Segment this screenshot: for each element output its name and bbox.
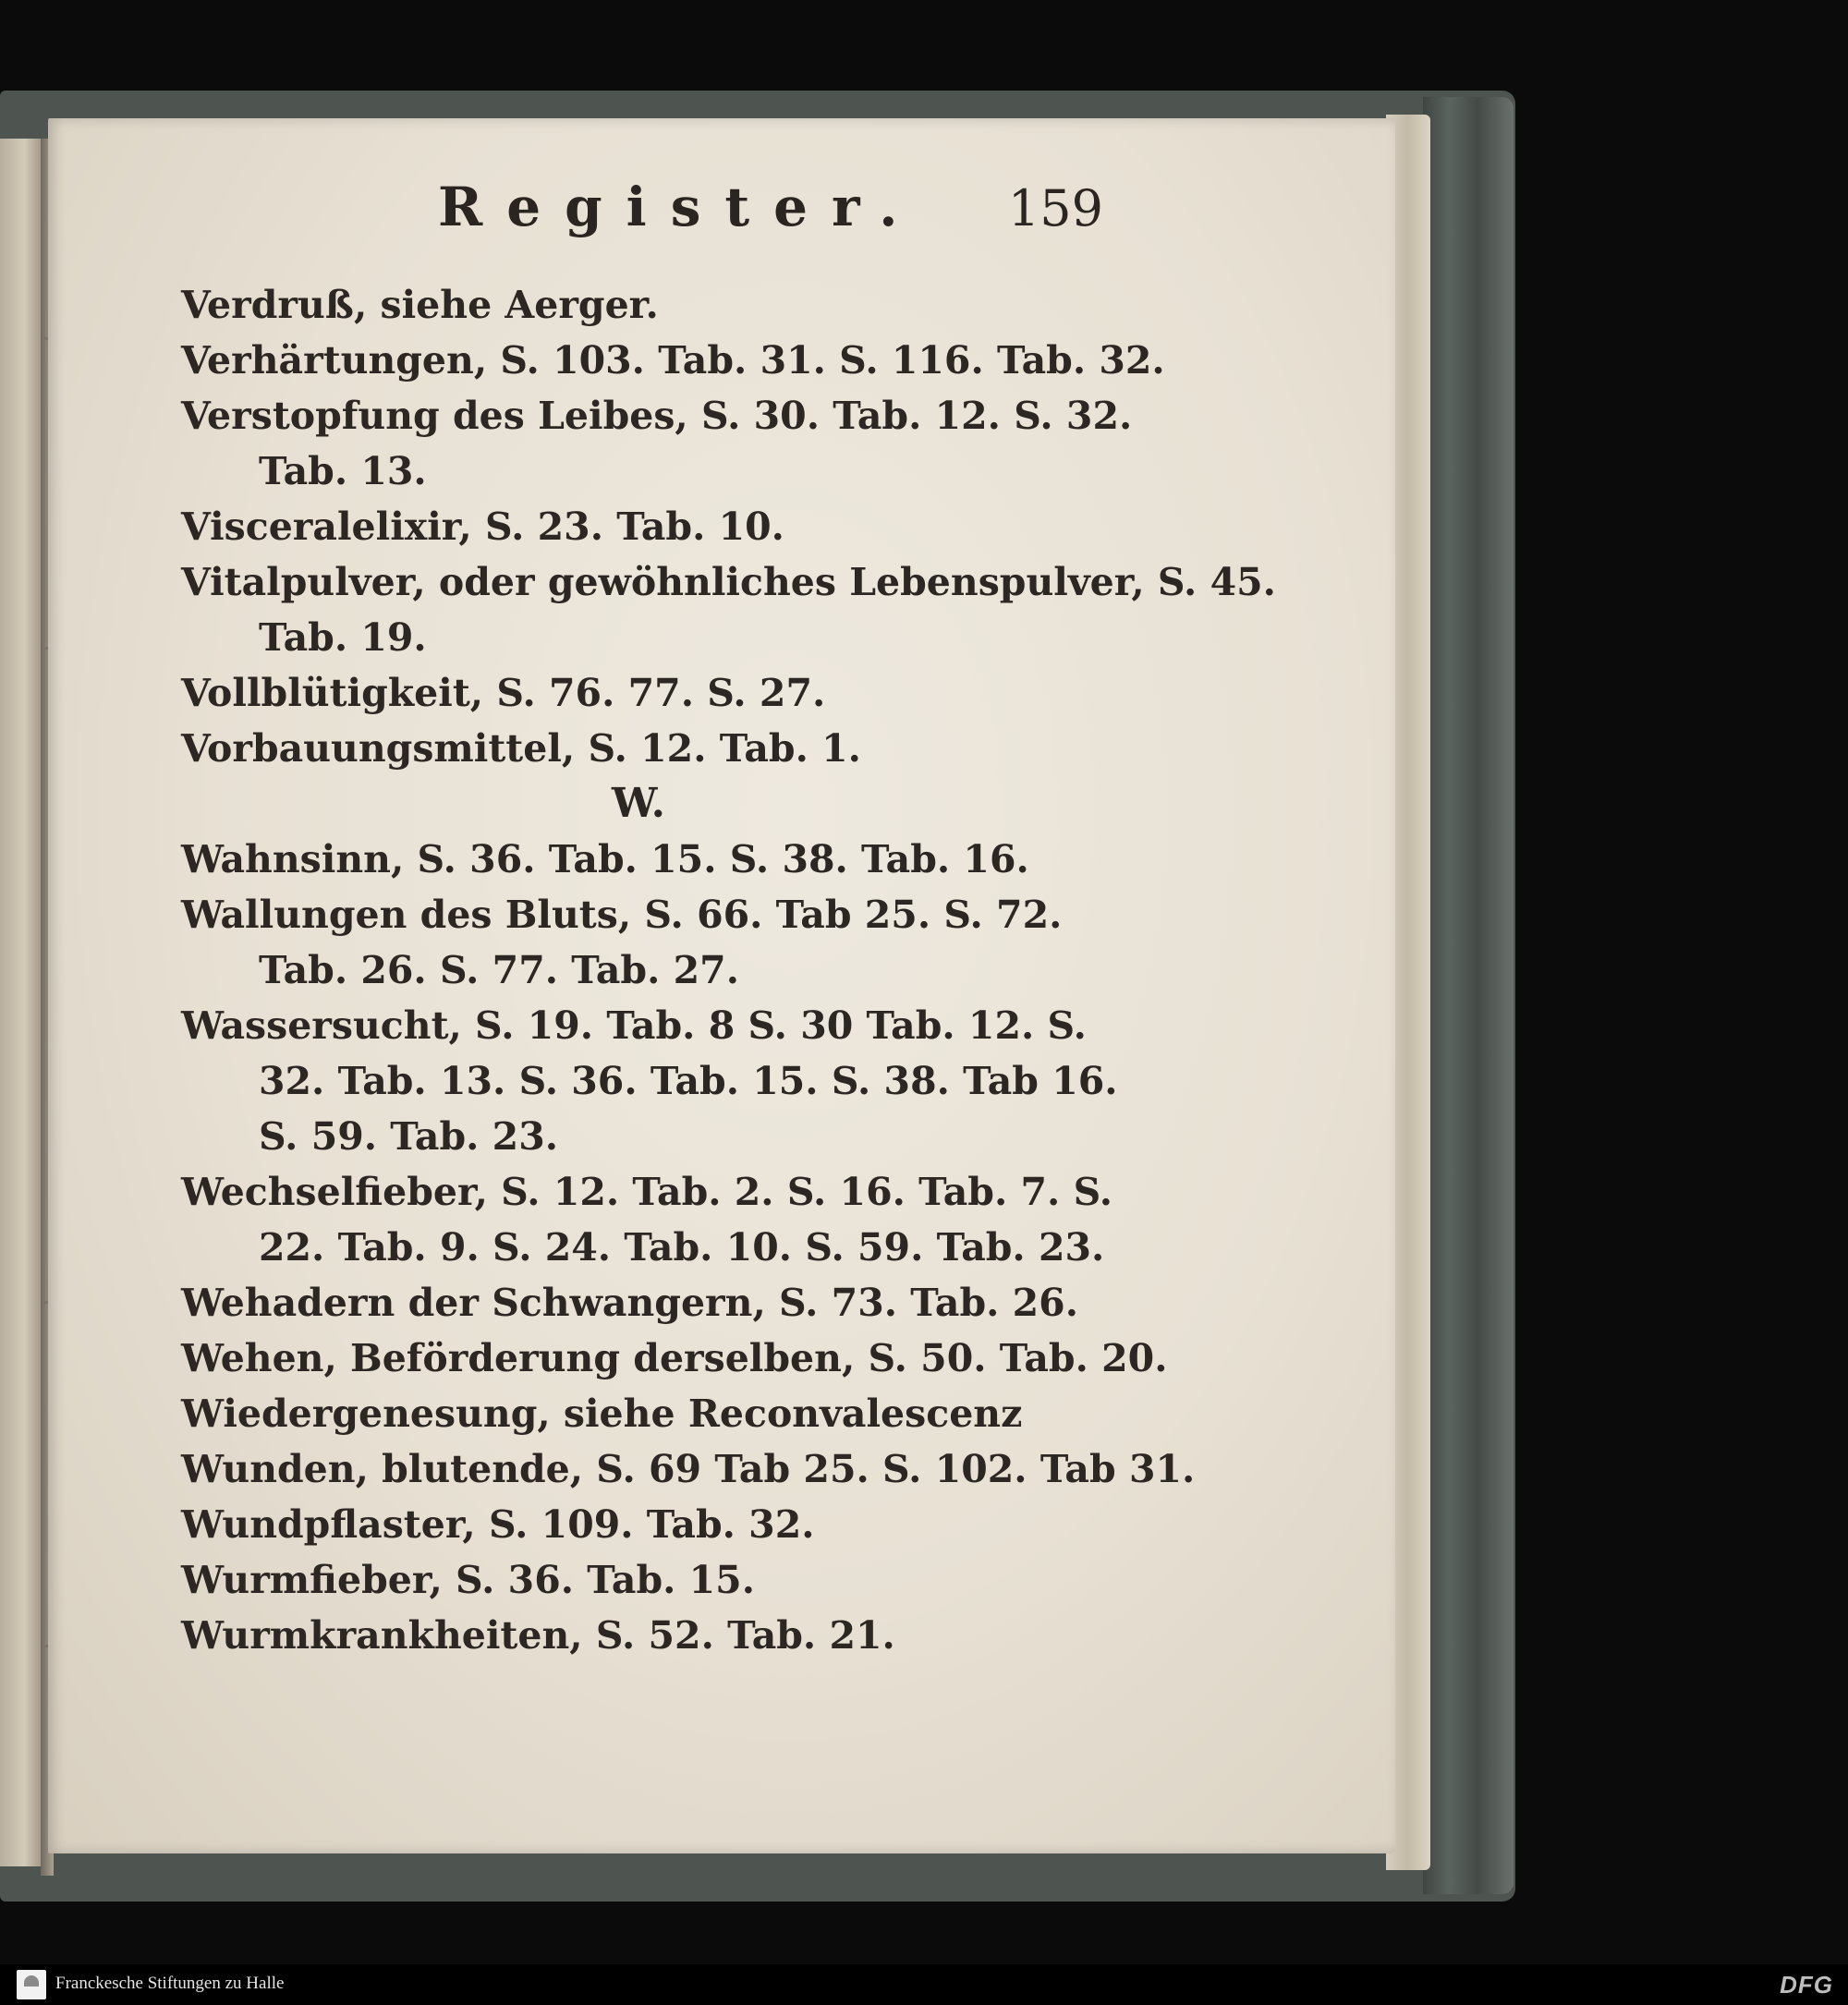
register-entry: Wundpflaster, S. 109. Tab. 32. xyxy=(181,1502,815,1547)
register-entry: Vitalpulver, oder gewöhnliches Lebenspulver, S. 45. xyxy=(181,560,1276,604)
register-entry: Wehen, Beförderung derselben, S. 50. Tab. 20. xyxy=(181,1336,1168,1380)
page-header xyxy=(438,176,1103,259)
register-entry: Wahnsinn, S. 36. Tab. 15. S. 38. Tab. 16. xyxy=(181,837,1029,881)
page-title: Register. xyxy=(438,176,922,238)
register-entry-continuation: Tab. 26. S. 77. Tab. 27. xyxy=(259,948,739,992)
register-entry: Wurmkrankheiten, S. 52. Tab. 21. xyxy=(181,1613,895,1658)
register-entry: Vorbauungsmittel, S. 12. Tab. 1. xyxy=(181,726,861,771)
book-cover-edge xyxy=(1423,97,1514,1894)
left-page-sliver xyxy=(0,139,41,1866)
register-entry: Vollblütigkeit, S. 76. 77. S. 27. xyxy=(181,671,826,715)
dfg-logo: DFG xyxy=(1780,1971,1833,1999)
register-entry: Verstopfung des Leibes, S. 30. Tab. 12. S. 32. xyxy=(181,394,1133,438)
register-entry-continuation: 22. Tab. 9. S. 24. Tab. 10. S. 59. Tab. 23. xyxy=(259,1225,1105,1270)
register-entry-continuation: Tab. 19. xyxy=(259,615,427,660)
section-letter: W. xyxy=(612,780,665,827)
register-entry: Visceralelixir, S. 23. Tab. 10. xyxy=(181,504,784,549)
register-entry-continuation: 32. Tab. 13. S. 36. Tab. 15. S. 38. Tab 16. xyxy=(259,1059,1118,1103)
register-entry: Wehadern der Schwangern, S. 73. Tab. 26. xyxy=(181,1281,1078,1325)
register-entry: Wechselfieber, S. 12. Tab. 2. S. 16. Tab. 7. S. xyxy=(181,1170,1113,1214)
viewer-footer xyxy=(0,1964,1848,2005)
register-entry-continuation: S. 59. Tab. 23. xyxy=(259,1114,558,1159)
institution-name: Franckesche Stiftungen zu Halle xyxy=(55,1974,285,1993)
page-number: 159 xyxy=(1007,179,1103,237)
register-entry: Wiedergenesung, siehe Reconvalescenz xyxy=(181,1391,1023,1436)
register-entry: Verhärtungen, S. 103. Tab. 31. S. 116. Tab. 32. xyxy=(181,338,1165,383)
register-entry: Wurmfieber, S. 36. Tab. 15. xyxy=(181,1558,755,1602)
register-entry: Wallungen des Bluts, S. 66. Tab 25. S. 72. xyxy=(181,893,1063,937)
register-entry-continuation: Tab. 13. xyxy=(259,449,427,493)
francke-foundations-logo-icon xyxy=(17,1970,46,1999)
register-entries xyxy=(181,277,1276,1663)
register-entry: Wunden, blutende, S. 69 Tab 25. S. 102. Tab 31. xyxy=(181,1447,1196,1491)
register-entry: Wassersucht, S. 19. Tab. 8 S. 30 Tab. 12. S. xyxy=(181,1003,1087,1048)
register-entry: Verdruß, siehe Aerger. xyxy=(181,283,659,327)
